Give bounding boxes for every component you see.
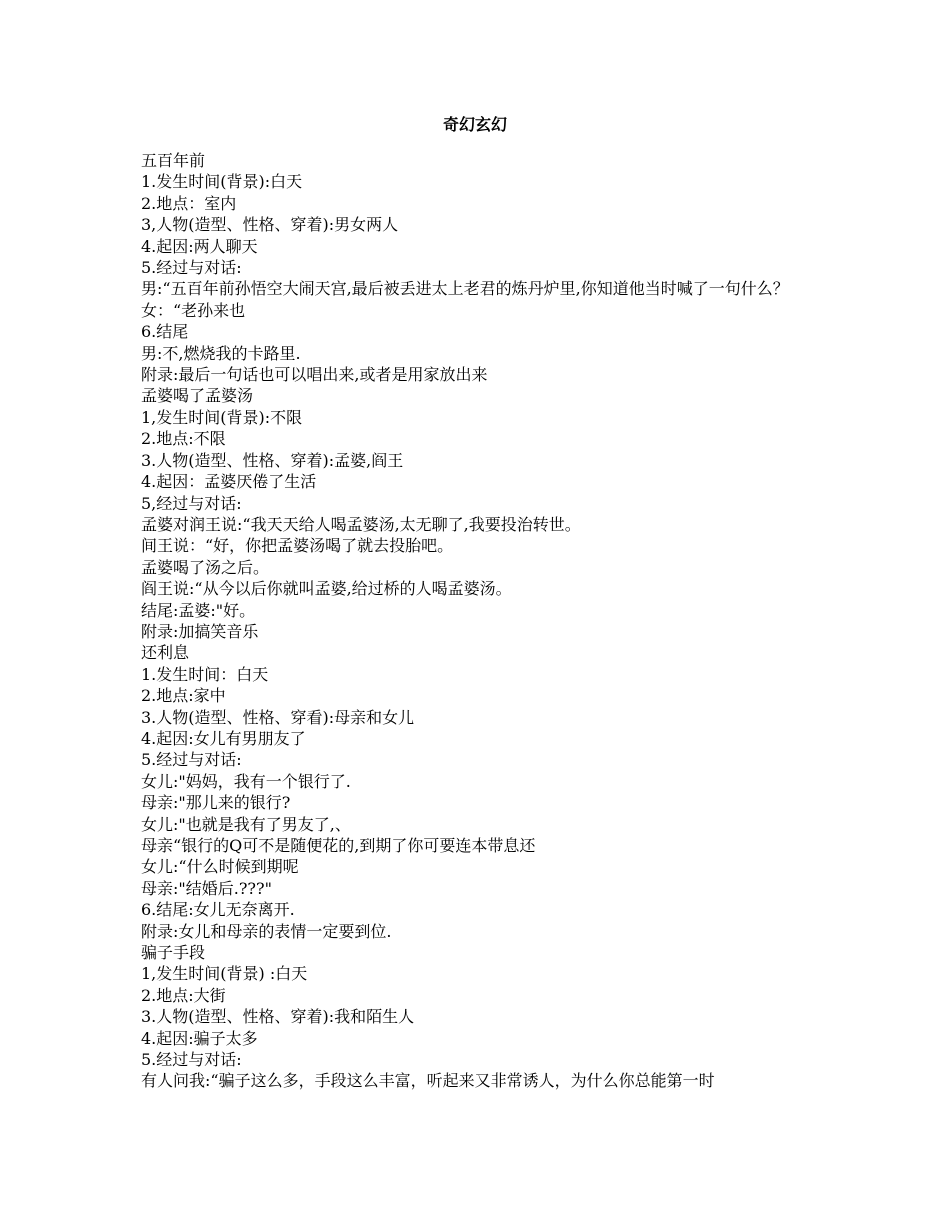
document-line: 骗子手段	[141, 943, 206, 963]
document-line: 1.发生时间(背景):白天	[141, 172, 303, 192]
document-line: 女：“老孙来也	[141, 300, 246, 320]
document-line: 4.起因:骗子太多	[141, 1028, 258, 1048]
document-line: 男:不,燃烧我的卡路里.	[141, 343, 301, 363]
document-body	[141, 150, 811, 1092]
document-line: 1,发生时间(背景) :白天	[141, 964, 308, 984]
document-line: 还利息	[141, 643, 190, 663]
document-line: 2.地点：室内	[141, 193, 237, 213]
document-line: 有人问我:“骗子这么多，手段这么丰富，听起来又非常诱人，为什么你总能第一时	[141, 1071, 715, 1091]
document-line: 五百年前	[141, 151, 206, 170]
document-line: 1.发生时间：白天	[141, 664, 269, 684]
document-line: 附录:女儿和母亲的表情一定要到位.	[141, 921, 392, 941]
document-line: 附录:加搞笑音乐	[141, 621, 259, 641]
document-line: 4.起因：孟婆厌倦了生活	[141, 472, 317, 492]
document-line: 男:“五百年前孙悟空大闹天宫,最后被丢进太上老君的炼丹炉里,你知道他当时喊了一句什么？	[141, 279, 789, 299]
document-line: 5.经过与对话:	[141, 1050, 242, 1070]
document-line: 3.人物(造型、性格、穿看):母亲和女儿	[141, 707, 415, 727]
document-line: 孟婆喝了汤之后。	[141, 557, 270, 577]
document-line: 3.人物(造型、性格、穿着):我和陌生人	[141, 1007, 415, 1027]
document-line: 孟婆喝了孟婆汤	[141, 386, 254, 406]
document-line: 1,发生时间(背景):不限	[141, 407, 303, 427]
document-line: 4.起因:女儿有男朋友了	[141, 728, 306, 748]
document-line: 孟婆对润王说:“我天天给人喝孟婆汤,太无聊了,我要投治转世。	[141, 514, 581, 534]
document-line: 5,经过与对话:	[141, 493, 242, 513]
document-line: 母亲:"那儿来的银行?	[141, 793, 291, 813]
document-line: 5.经过与对话:	[141, 258, 242, 278]
document-line: 5.经过与对话:	[141, 750, 242, 770]
document-line: 2.地点:家中	[141, 686, 226, 706]
document-line: 6.结尾:女儿无奈离开.	[141, 900, 295, 920]
document-line: 3,人物(造型、性格、穿着):男女两人	[141, 215, 399, 235]
document-line: 2.地点:大街	[141, 985, 226, 1005]
document-line: 母亲“银行的Q可不是随便花的,到期了你可要连本带息还	[141, 836, 536, 855]
document-line: 母亲:"结婚后.???"	[141, 878, 272, 898]
document-line: 女儿:"妈妈，我有一个银行了.	[141, 771, 351, 791]
document-line: 附录:最后一句话也可以唱出来,或者是用家放出来	[141, 365, 488, 385]
document-title: 奇幻玄幻	[442, 115, 507, 134]
document-line: 3.人物(造型、性格、穿着):孟婆,阎王	[141, 450, 404, 470]
document-line: 阎王说:“从今以后你就叫孟婆,给过桥的人喝孟婆汤。	[141, 579, 512, 599]
document-line: 结尾:孟婆:"好。	[141, 600, 256, 620]
document-line: 4.起因:两人聊天	[141, 236, 258, 256]
document-line: 间王说：“好，你把孟婆汤喝了就去投胎吧。	[141, 536, 454, 556]
document-line: 2.地点:不限	[141, 429, 226, 449]
document-line: 女儿:"也就是我有了男友了,、	[141, 814, 351, 834]
document-line: 6.结尾	[141, 322, 189, 342]
document-line: 女儿:“什么时候到期呢	[141, 857, 299, 877]
